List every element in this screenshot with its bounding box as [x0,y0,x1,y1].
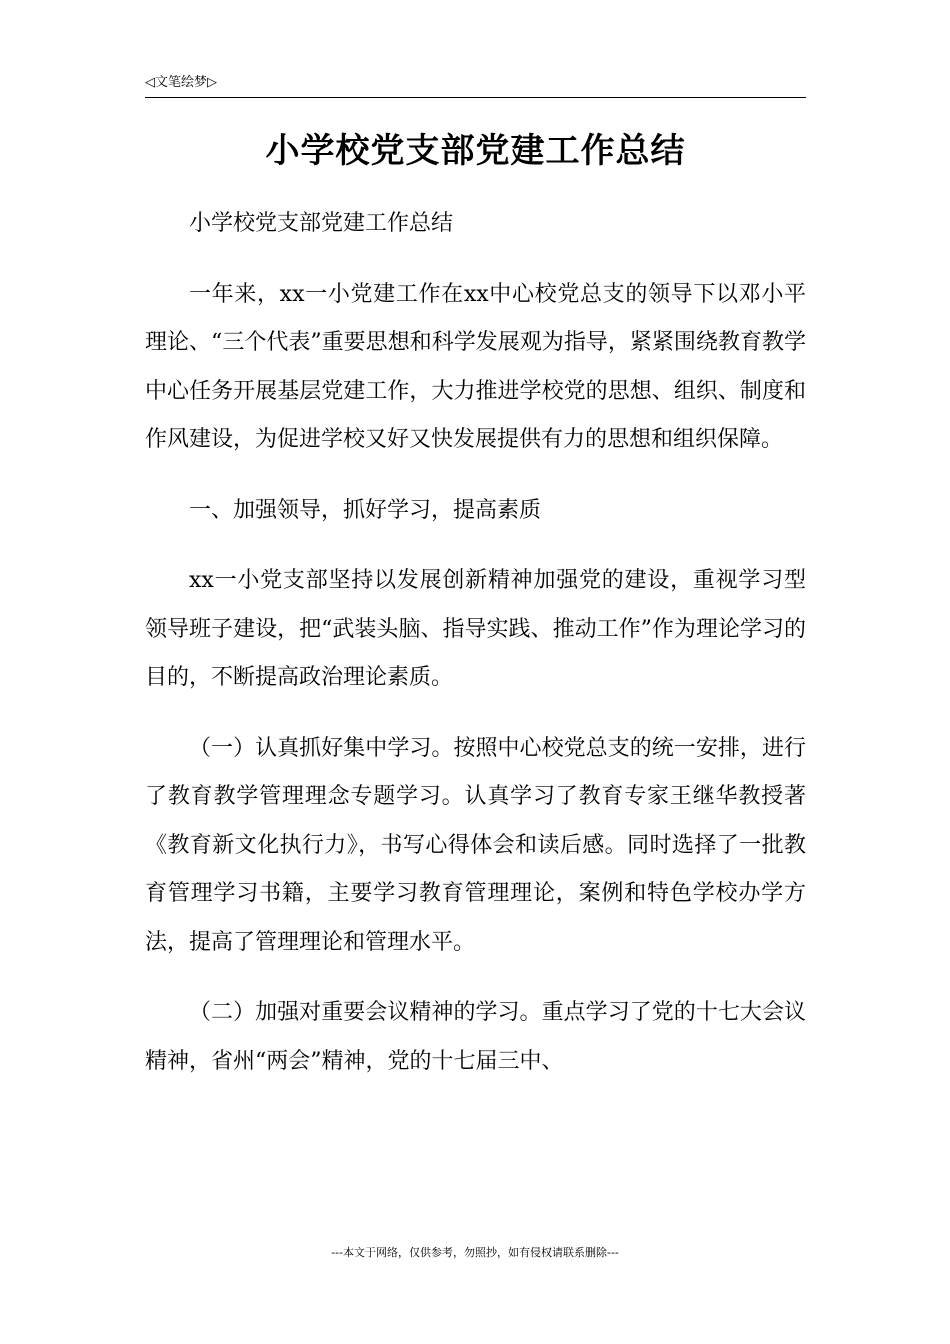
document-body [145,200,806,1086]
body-paragraph: xx一小党支部坚持以发展创新精神加强党的建设，重视学习型领导班子建设，把“武装头脑、指导实践、推动工作”作为理论学习的目的，不断提高政治理论素质。 [145,568,806,690]
body-paragraph: （二）加强对重要会议精神的学习。重点学习了党的十七大会议精神，省州“两会”精神，党的十七届三中、 [145,1000,806,1074]
footer-disclaimer: ---本文于网络，仅供参考，勿照抄，如有侵权请联系删除--- [331,1246,619,1259]
body-paragraph: （一）认真抓好集中学习。按照中心校党总支的统一安排，进行了教育教学管理理念专题学习。认真学习了教育专家王继华教授著《教育新文化执行力》，书写心得体会和读后感。同时选择了一批教育管理学习书籍，主要学习教育管理理论，案例和特色学校办学方法，提高了管理理论和管理水平。 [145,735,806,955]
header-divider [145,97,806,98]
subtitle-paragraph: 小学校党支部党建工作总结 [189,211,454,236]
intro-paragraph: 一年来，xx一小党建工作在xx中心校党总支的领导下以邓小平理论、“三个代表”重要思想和科学发展观为指导，紧紧围绕教育教学中心任务开展基层党建工作，大力推进学校党的思想、组织、制度和作风建设，为促进学校又好又快发展提供有力的思想和组织保障。 [145,281,806,452]
header-brand: ◁文笔绘梦▷ [145,75,217,90]
document-title: 小学校党支部党建工作总结 [265,131,686,171]
section-heading-1: 一、加强领导，抓好学习，提高素质 [189,497,542,523]
